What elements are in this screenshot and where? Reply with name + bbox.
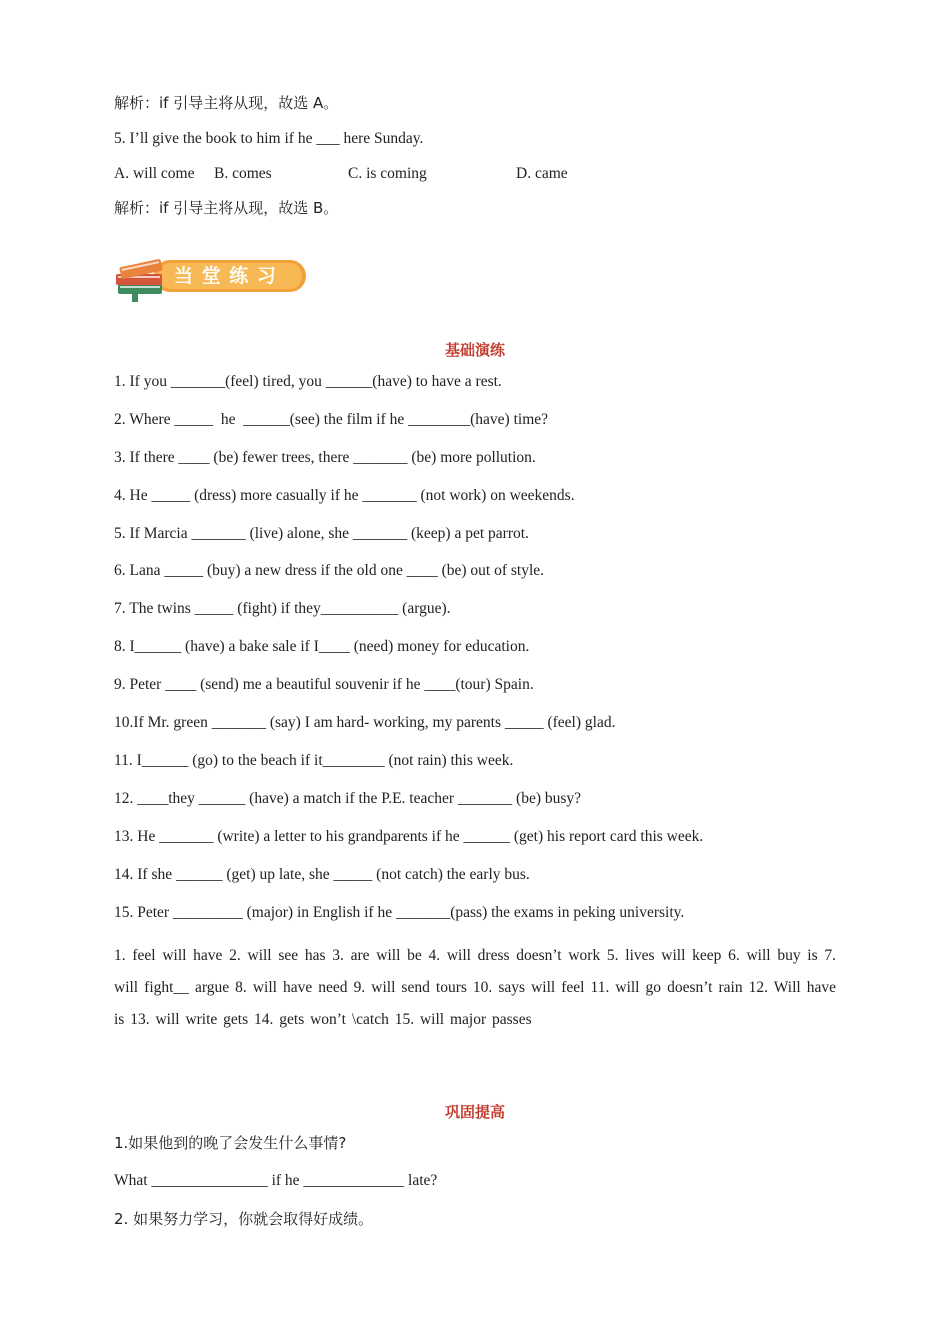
question-item: 15. Peter _________ (major) in English if he _______(pass) the exams in peking university. bbox=[114, 904, 685, 921]
question-item: 13. He _______ (write) a letter to his grandparents if he ______ (get) his report card this week. bbox=[114, 828, 704, 845]
question-item: 2. Where _____ he ______(see) the film if he ________(have) time? bbox=[114, 411, 549, 428]
question-item: 10.If Mr. green _______ (say) I am hard- working, my parents _____ (feel) glad. bbox=[114, 714, 616, 731]
practice-banner bbox=[114, 252, 310, 304]
question-item: 12. ____they ______ (have) a match if the P.E. teacher _______ (be) busy? bbox=[114, 790, 582, 807]
translation-prompt: 2. 如果努力学习，你就会取得好成绩。 bbox=[114, 1210, 374, 1228]
option-d: D. came bbox=[516, 165, 568, 182]
question-item: 6. Lana _____ (buy) a new dress if the old one ____ (be) out of style. bbox=[114, 562, 545, 579]
question-item: 8. I______ (have) a bake sale if I____ (need) money for education. bbox=[114, 638, 530, 655]
question-item: 11. I______ (go) to the beach if it________ (not rain) this week. bbox=[114, 752, 514, 769]
question-5: 5. I’ll give the book to him if he ___ here Sunday. bbox=[114, 130, 424, 147]
question-item: 4. He _____ (dress) more casually if he _______ (not work) on weekends. bbox=[114, 487, 575, 504]
answer-key: 1. feel will have 2. will see has 3. are will be 4. will dress doesn’t work 5. lives will keep 6. will buy is 7. will fight__ argue 8. will have need 9. will send tours 10. says will feel 11. will go doesn’t rain 12. Will have is 13. will write gets 14. gets won’t \catch 15. will major passes bbox=[114, 947, 836, 1028]
question-item: 5. If Marcia _______ (live) alone, she _______ (keep) a pet parrot. bbox=[114, 525, 529, 542]
question-item: 7. The twins _____ (fight) if they__________ (argue). bbox=[114, 600, 451, 617]
option-a: A. will come bbox=[114, 165, 195, 182]
analysis-line-b: 解析：if 引导主将从现，故选 B。 bbox=[114, 199, 339, 217]
section-heading-consolidate: 巩固提高 bbox=[444, 1103, 505, 1121]
question-item: 3. If there ____ (be) fewer trees, there _______ (be) more pollution. bbox=[114, 449, 536, 466]
option-b: B. comes bbox=[214, 165, 272, 182]
analysis-line-a: 解析：if 引导主将从现，故选 A。 bbox=[114, 94, 339, 112]
question-item: 14. If she ______ (get) up late, she _____ (not catch) the early bus. bbox=[114, 866, 530, 883]
translation-prompt: 1.如果他到的晚了会发生什么事情? bbox=[114, 1134, 347, 1152]
banner-label: 当 堂 练 习 bbox=[174, 265, 277, 287]
option-c: C. is coming bbox=[348, 165, 427, 182]
question-item: 1. If you _______(feel) tired, you ______(have) to have a rest. bbox=[114, 373, 502, 390]
question-item: 9. Peter ____ (send) me a beautiful souvenir if he ____(tour) Spain. bbox=[114, 676, 534, 693]
translation-blank: What _______________ if he _____________ late? bbox=[114, 1172, 438, 1189]
section-heading-basic: 基础演练 bbox=[444, 341, 505, 359]
